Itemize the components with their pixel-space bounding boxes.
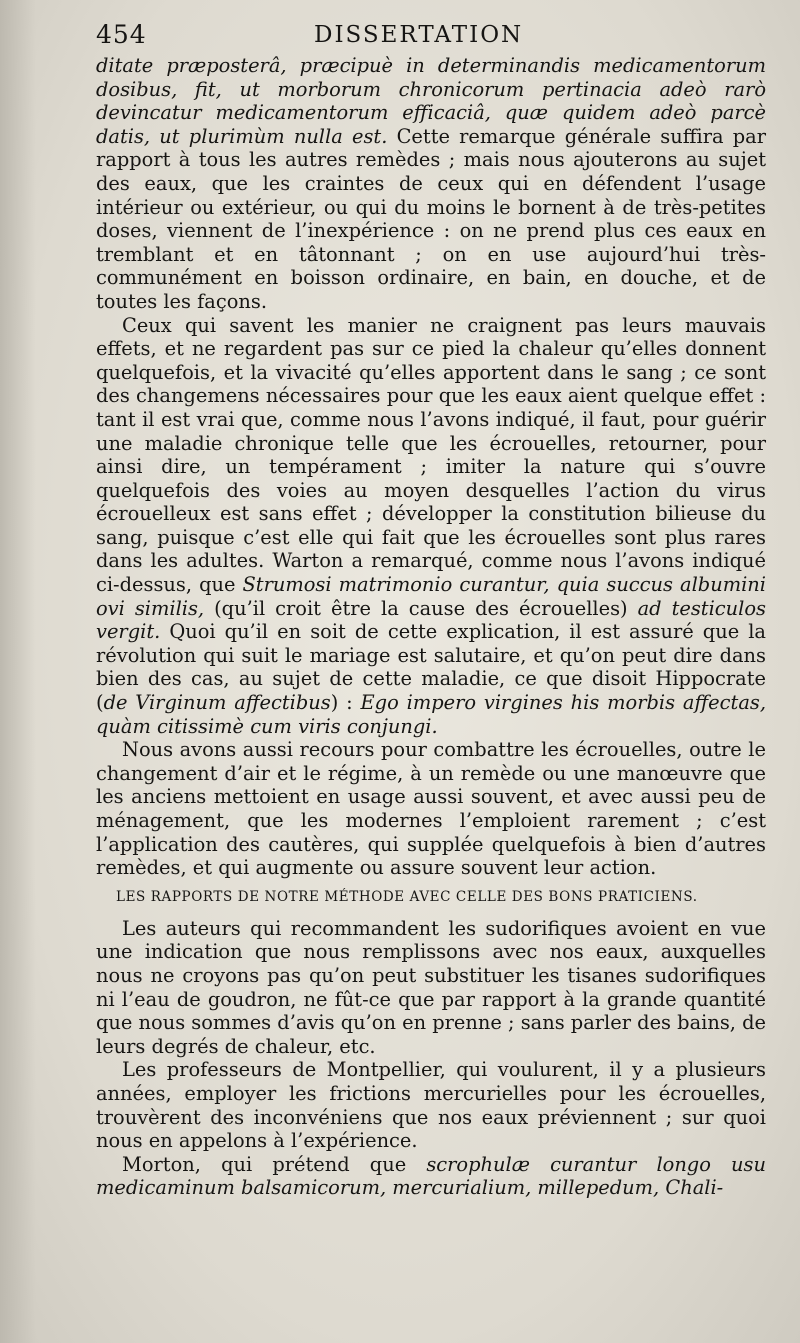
paragraph-text: (qu’il croit être la cause des écrouelles) <box>204 596 638 620</box>
paragraph-5 <box>96 1058 766 1152</box>
page-header <box>96 14 766 54</box>
paragraph-text: Les professeurs de Montpellier, qui voulurent, il y a plusieurs années, employer les frictions mercurielles pour les écrouelles, trouvèrent des inconvéniens que nos eaux préviennent ; sur quoi nous en appelons à l’expérience. <box>96 1058 766 1153</box>
page-body <box>96 54 766 1200</box>
paragraph-text: Nous avons aussi recours pour combattre les écrouelles, outre le changement d’air et le régime, à un remède ou une manœuvre que les anciens mettoient en usage aussi souvent, et avec aussi peu de ménagement, que les modernes l’emploient rarement ; c’est l’application des cautères, qui supplée quelquefois à bien d’autres remèdes, et qui augmente ou assure souvent leur action. <box>96 738 766 880</box>
paragraph-text: ) : <box>330 691 361 715</box>
paragraph-6 <box>96 1153 766 1200</box>
page-number: 454 <box>96 20 147 49</box>
latin-quotation: Ego impero virgines his morbis affectas, quàm citissimè cum viris conjungi. <box>96 691 766 738</box>
paragraph-text: Quoi qu’il en soit de cette explication, il est assuré que la révolution qui suit le mariage est salutaire, et qu’on peut dire dans bien des cas, au sujet de cette maladie, ce que disoit Hippocrate ( <box>96 620 766 715</box>
latin-quotation: ad testiculos vergit. <box>96 596 766 644</box>
paragraph-text: Ceux qui savent les manier ne craignent pas leurs mauvais effets, et ne regardent pas sur ce pied la chaleur qu’elles donnent quelquefois, et la vivacité qu’elles apportent dans le sang ; ce sont des changemens nécessaires pour que les eaux aient quelque effet : tant il est vrai que, comme nous l’avons indiqué, il faut, pour guérir une maladie chronique telle que les écrouelles, retourner, pour ainsi dire, un tempérament ; imiter la nature qui s’ouvre quelquefois des voies au moyen desquelles l’action du virus écrouelleux est sans effet ; développer la constitution bilieuse du sang, puisque c’est elle qui fait que les écrouelles sont plus rares dans les adultes. Warton a remarqué, comme nous l’avons indiqué ci-dessus, que <box>96 313 766 597</box>
latin-quotation: scrophulæ curantur longo usu medicaminum balsamicorum, mercurialium, millepedum, Chali- <box>96 1152 766 1200</box>
latin-quotation: ditate præposterâ, præcipuè in determinandis medicamentorum dosibus, fit, ut morborum chronicorum pertinacia adeò rarò devincatur medicamentorum efficaciâ, quæ quidem adeò parcè datis, ut plurimùm nulla est. <box>96 54 766 148</box>
paragraph-text: Les auteurs qui recommandent les sudorifiques avoient en vue une indication que nous remplissons avec nos eaux, auxquelles nous ne croyons pas qu’on peut substituer les tisanes sudorifiques ni l’eau de goudron, ne fût-ce que par rapport à la grande quantité que nous sommes d’avis qu’on en prenne ; sans parler des bains, de leurs degrés de chaleur, etc. <box>96 916 766 1058</box>
latin-quotation: Strumosi matrimonio curantur, quia succus albumini ovi similis, <box>96 573 766 620</box>
paragraph-3 <box>96 738 766 880</box>
work-title: de Virginum affectibus <box>103 691 331 715</box>
section-heading: LES RAPPORTS DE NOTRE MÉTHODE AVEC CELLE DES BONS PRATICIENS. <box>116 888 698 905</box>
running-head: DISSERTATION <box>314 22 524 48</box>
paragraph-2 <box>96 314 766 739</box>
paragraph-1 <box>96 54 766 314</box>
paragraph-text: Cette remarque générale suffira par rapport à tous les autres remèdes ; mais nous ajouterons au sujet des eaux, que les craintes de ceux qui en défendent l’usage intérieur ou extérieur, ou qui du moins le bornent à de très-petites doses, viennent de l’inexpérience : on ne prend plus ces eaux en tremblant et en tâtonnant ; on en use aujourd’hui très-communément en boisson ordinaire, en bain, en douche, et de toutes les façons. <box>96 124 766 313</box>
paragraph-4 <box>96 917 766 1059</box>
page-gutter-shadow <box>0 0 36 1343</box>
paragraph-text: Morton, qui prétend que <box>122 1152 427 1176</box>
